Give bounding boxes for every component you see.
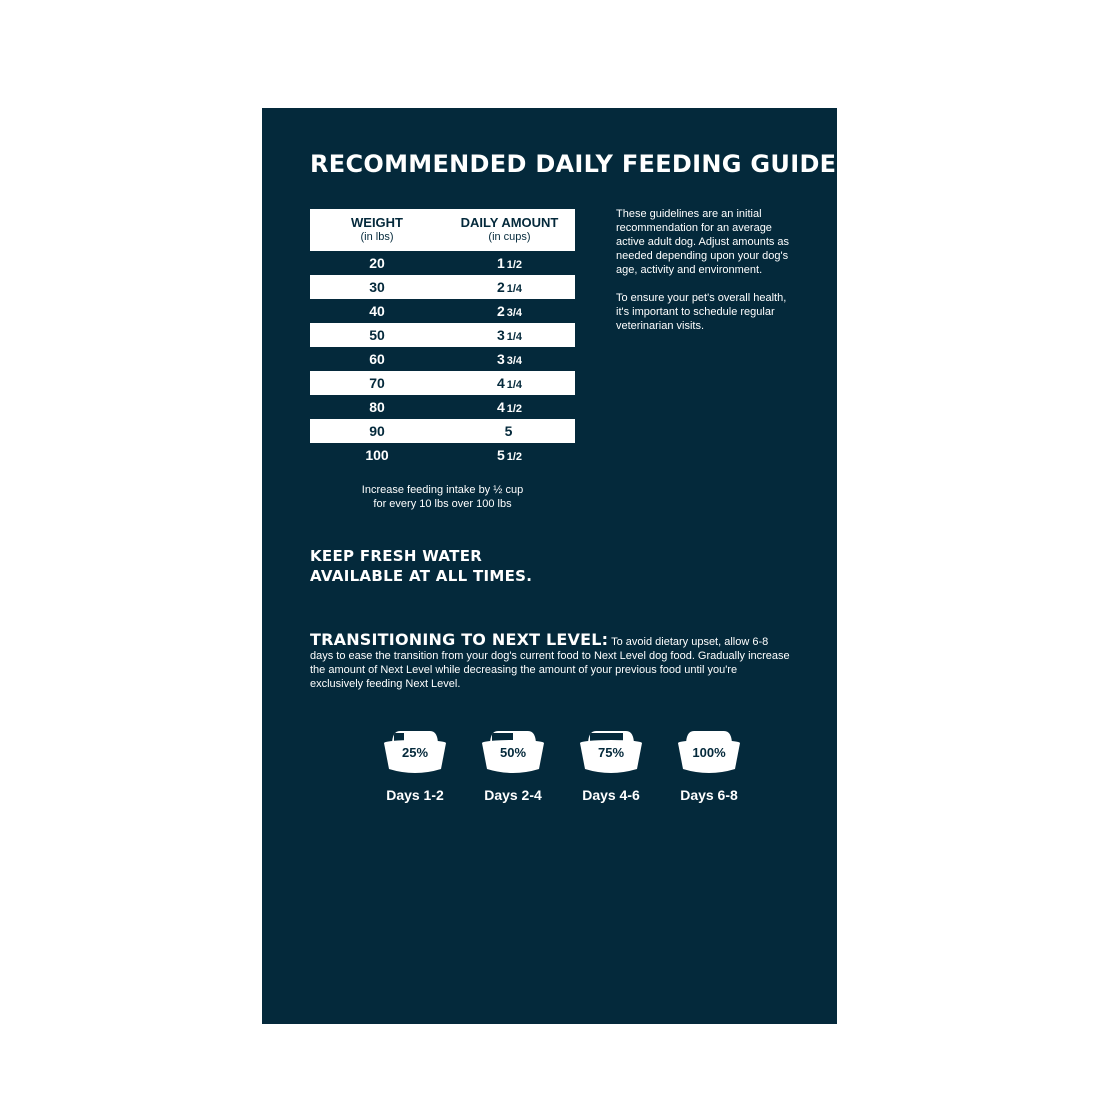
guidelines-note-paragraph-1: These guidelines are an initial recommendation for an average active adult dog. Adjust amounts as needed depending upon your dog's age, activity and environment. (616, 208, 790, 276)
amount-cell (444, 399, 575, 415)
bowl-days: Days 2-4 (484, 787, 542, 803)
bowl-item (464, 725, 562, 803)
weight-cell: 30 (369, 279, 385, 295)
table-row (310, 443, 575, 467)
weight-cell: 90 (369, 423, 385, 439)
transition-section (310, 630, 790, 691)
table-row (310, 299, 575, 323)
page-title: RECOMMENDED DAILY FEEDING GUIDE (310, 150, 837, 178)
amount-cell (444, 375, 575, 391)
amount-header-label: DAILY AMOUNT (460, 215, 559, 230)
amount-column-header (444, 216, 575, 244)
table-row (310, 419, 575, 443)
feeding-guide-panel (262, 108, 837, 1024)
amount-fraction: 1/4 (506, 379, 523, 391)
table-row (310, 347, 575, 371)
table-row (310, 275, 575, 299)
amount-whole: 1 (496, 255, 505, 271)
transition-heading: TRANSITIONING TO NEXT LEVEL: (310, 630, 609, 649)
amount-whole: 3 (496, 327, 505, 343)
table-row (310, 371, 575, 395)
table-footnote-line-2: for every 10 lbs over 100 lbs (373, 498, 512, 510)
amount-fraction: 1/4 (506, 283, 523, 295)
weight-cell: 70 (369, 375, 385, 391)
weight-cell: 60 (369, 351, 385, 367)
guidelines-note-paragraph-2: To ensure your pet's overall health, it's important to schedule regular veterinarian visits. (616, 292, 787, 332)
amount-whole: 3 (496, 351, 505, 367)
amount-cell (444, 423, 575, 439)
transition-bowls (366, 725, 758, 803)
table-header (310, 209, 575, 251)
fresh-water-line-2: AVAILABLE AT ALL TIMES. (310, 567, 533, 585)
bowl-item (660, 725, 758, 803)
table-footnote (310, 483, 575, 511)
bowl-percent: 50% (499, 745, 527, 760)
amount-cell (444, 447, 575, 463)
bowl-days: Days 4-6 (582, 787, 640, 803)
weight-header-label: WEIGHT (351, 215, 403, 230)
amount-fraction: 1/2 (506, 451, 523, 463)
feeding-table (310, 209, 575, 467)
transition-body: To avoid dietary upset, allow 6-8 days to ease the transition from your dog's current food to Next Level dog food. Gradually increase the amount of Next Level while decreasing the amount of your previous food until you're exclusively feeding Next Level. (310, 636, 790, 690)
amount-fraction: 3/4 (506, 355, 523, 367)
amount-whole: 5 (504, 423, 513, 439)
weight-cell: 50 (369, 327, 385, 343)
fresh-water-line-1: KEEP FRESH WATER (310, 547, 483, 565)
amount-cell (444, 327, 575, 343)
bowl-days: Days 1-2 (386, 787, 444, 803)
bowl-percent: 100% (692, 745, 726, 760)
amount-cell (444, 255, 575, 271)
amount-cell (444, 351, 575, 367)
amount-whole: 2 (496, 279, 505, 295)
amount-cell (444, 279, 575, 295)
amount-fraction: 1/2 (506, 259, 523, 271)
weight-cell: 100 (365, 447, 389, 463)
amount-fraction: 1/2 (506, 403, 523, 415)
bowl-item (562, 725, 660, 803)
bowl-days: Days 6-8 (680, 787, 738, 803)
weight-header-unit: (in lbs) (360, 231, 394, 243)
weight-cell: 80 (369, 399, 385, 415)
table-footnote-line-1: Increase feeding intake by ½ cup (361, 484, 524, 496)
amount-fraction: 3/4 (506, 307, 523, 319)
weight-cell: 40 (369, 303, 385, 319)
bowl-percent: 75% (597, 745, 625, 760)
amount-whole: 4 (496, 375, 505, 391)
table-body (310, 251, 575, 467)
weight-cell: 20 (369, 255, 385, 271)
fresh-water-notice (310, 546, 570, 586)
amount-whole: 4 (496, 399, 505, 415)
guidelines-note (616, 207, 796, 347)
bowl-percent: 25% (401, 745, 429, 760)
amount-fraction: 1/4 (506, 331, 523, 343)
weight-column-header (310, 216, 444, 244)
table-row (310, 395, 575, 419)
amount-header-unit: (in cups) (488, 231, 531, 243)
amount-cell (444, 303, 575, 319)
table-row (310, 323, 575, 347)
bowl-item (366, 725, 464, 803)
amount-whole: 5 (496, 447, 505, 463)
amount-whole: 2 (496, 303, 505, 319)
table-row (310, 251, 575, 275)
